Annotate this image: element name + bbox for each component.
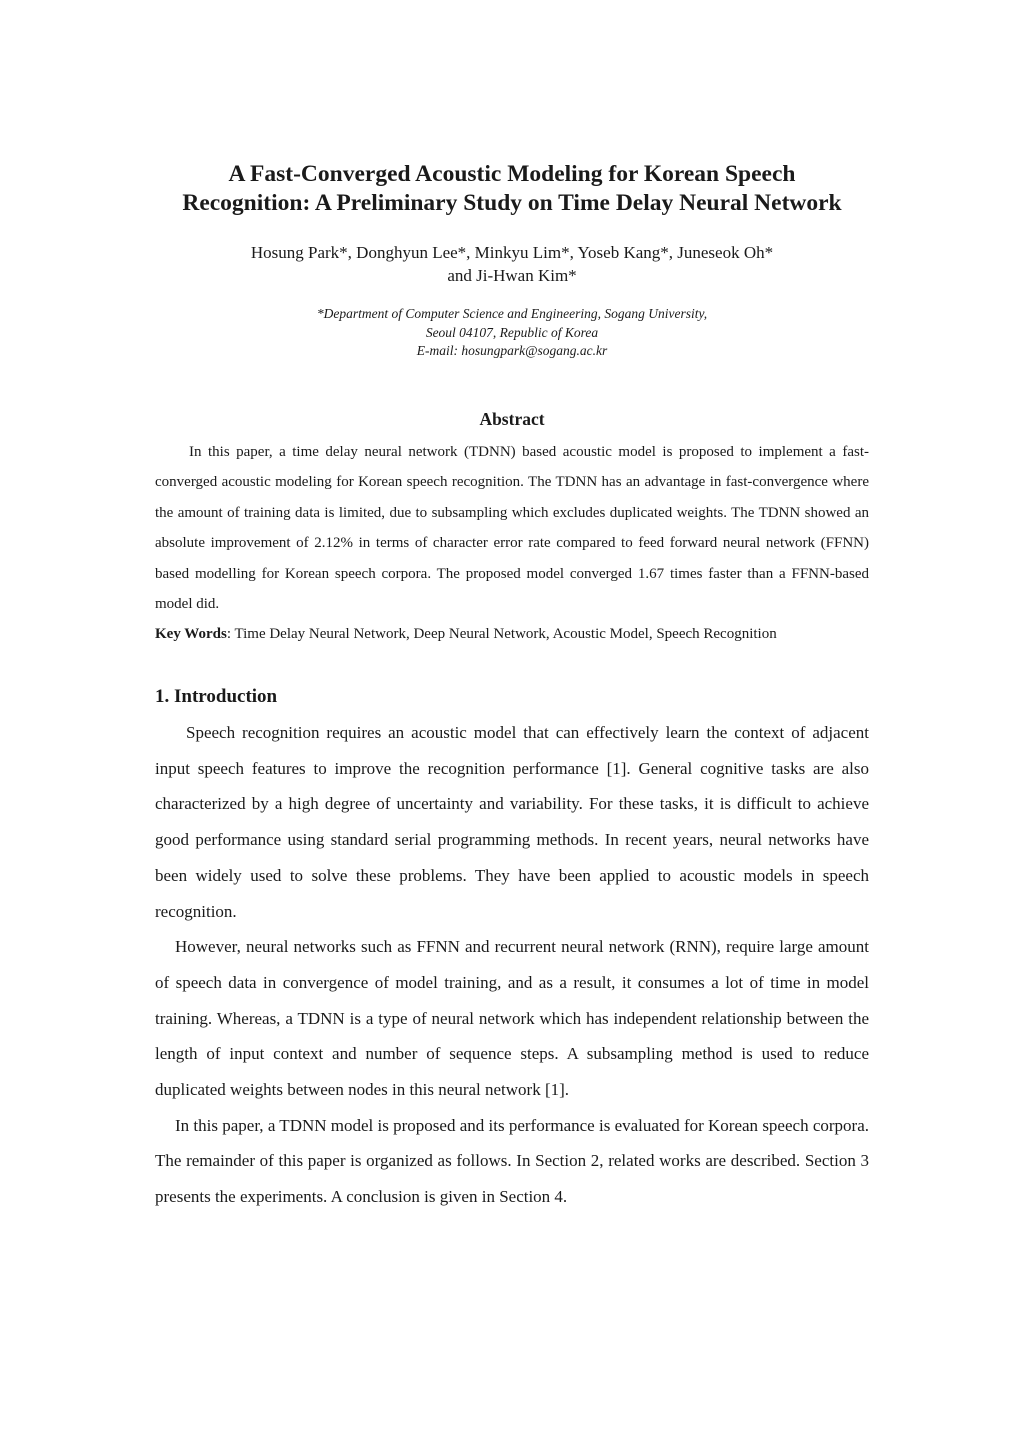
keywords-label: Key Words (155, 626, 227, 642)
author-list-line-1: Hosung Park*, Donghyun Lee*, Minkyu Lim*, Yoseb Kang*, Juneseok Oh* (250, 243, 774, 262)
section-heading-introduction: 1. Introduction (155, 686, 278, 707)
keywords-list: : Time Delay Neural Network, Deep Neural Network, Acoustic Model, Speech Recognition (226, 626, 777, 642)
affiliation (155, 305, 869, 361)
introduction-body (155, 715, 869, 1215)
affiliation-department: *Department of Computer Science and Engineering, Sogang University, (316, 306, 708, 321)
paper-title-line-2: Recognition: A Preliminary Study on Time Delay Neural Network (182, 190, 842, 216)
introduction-paragraph: In this paper, a TDNN model is proposed and its performance is evaluated for Korean speech corpora. The remainder of this paper is organized as follows. In Section 2, related works are described. Section 3 presents the experiments. A conclusion is given in Section 4. (155, 1115, 869, 1207)
introduction-paragraph: Speech recognition requires an acoustic model that can effectively learn the context of adjacent input speech features to improve the recognition performance [1]. General cognitive tasks are also characterized by a high degree of uncertainty and variability. For these tasks, it is difficult to achieve good performance using standard serial programming methods. In recent years, neural networks have been widely used to solve these problems. They have been applied to acoustic models in speech recognition. (155, 723, 869, 921)
abstract-heading: Abstract (479, 409, 545, 429)
author-list-line-2: and Ji-Hwan Kim* (447, 266, 577, 285)
affiliation-email: E-mail: hosungpark@sogang.ac.kr (416, 343, 608, 358)
affiliation-address: Seoul 04107, Republic of Korea (425, 324, 599, 340)
abstract-body: In this paper, a time delay neural network (TDNN) based acoustic model is proposed to implement a fast-converged acoustic modeling for Korean speech recognition. The TDNN has an advantage in fast-convergence where the amount of training data is limited, due to subsampling which excludes duplicated weights. The TDNN showed an absolute improvement of 2.12% in terms of character error rate compared to feed forward neural network (FFNN) based modelling for Korean speech corpora. The proposed model converged 1.67 times faster than a FFNN-based model did. (155, 444, 869, 613)
introduction-paragraph: However, neural networks such as FFNN and recurrent neural network (RNN), require large amount of speech data in convergence of model training, and as a result, it consumes a lot of time in model training. Whereas, a TDNN is a type of neural network which has independent relationship between the length of input context and number of sequence steps. A subsampling method is used to reduce duplicated weights between nodes in this neural network [1]. (155, 937, 869, 1100)
keywords (155, 619, 869, 649)
paper-title-line-1: A Fast-Converged Acoustic Modeling for Korean Speech (228, 161, 796, 187)
paper-title (155, 160, 869, 218)
author-list (155, 241, 869, 287)
